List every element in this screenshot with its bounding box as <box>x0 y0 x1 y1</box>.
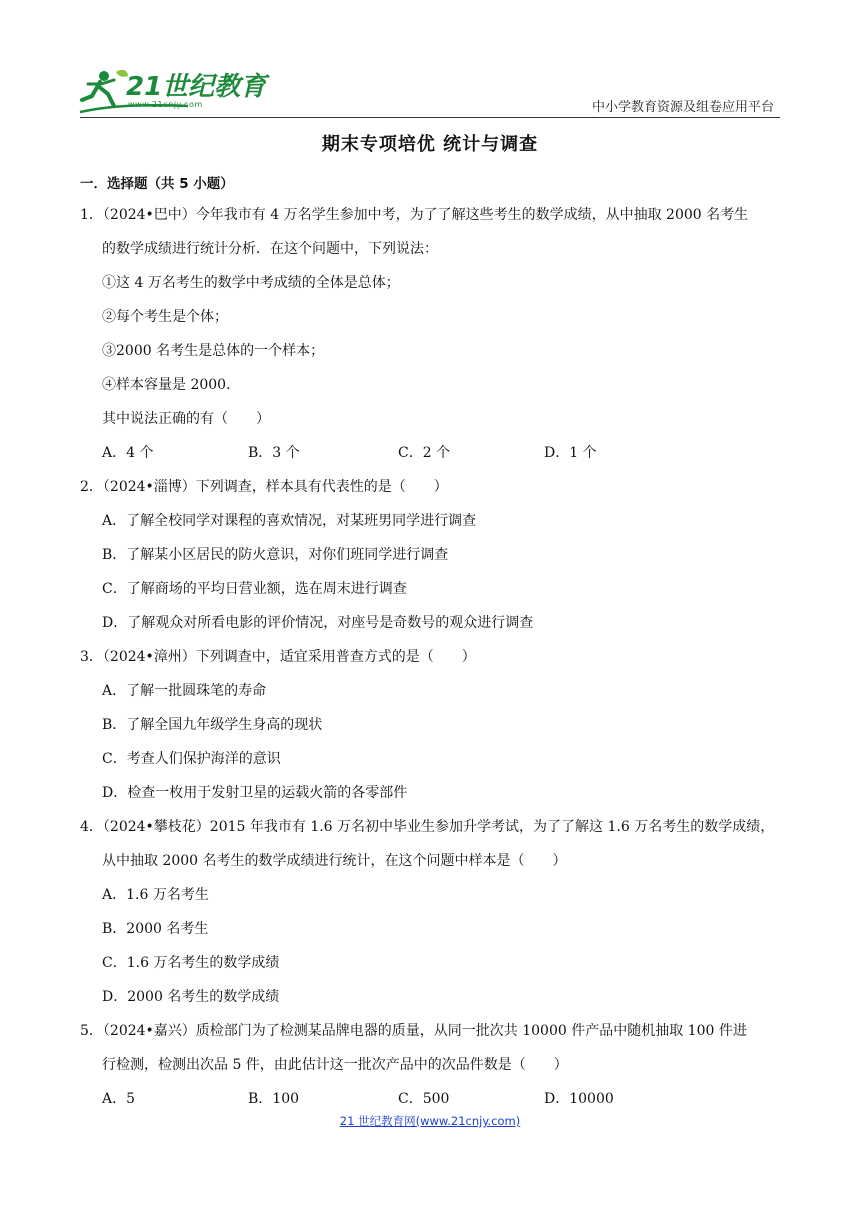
question-5-line-2: 行检测，检测出次品 5 件，由此估计这一批次产品中的次品件数是（ ） <box>102 1057 568 1073</box>
question-4-line-2: 从中抽取 2000 名考生的数学成绩进行统计，在这个问题中样本是（ ） <box>102 853 567 869</box>
option-d: D．了解观众对所看电影的评价情况，对座号是奇数号的观众进行调查 <box>102 615 534 631</box>
option-c: C．500 <box>398 1091 450 1107</box>
footer-link[interactable]: 21 世纪教育网(www.21cnjy.com) <box>339 1114 521 1128</box>
section-heading: 一．选择题（共 5 小题） <box>80 176 234 192</box>
option-b: B．了解全国九年级学生身高的现状 <box>102 717 323 733</box>
logo-text: 21世纪教育 <box>126 72 267 102</box>
option-b: B．2000 名考生 <box>102 921 209 937</box>
option-a: A．了解全校同学对课程的喜欢情况，对某班男同学进行调查 <box>102 513 477 529</box>
question-3-stem: 3．（2024•漳州）下列调查中，适宜采用普查方式的是（ ） <box>80 649 476 665</box>
option-d: D．10000 <box>544 1091 614 1107</box>
option-b: B．3 个 <box>248 445 300 461</box>
option-c: C．1.6 万名考生的数学成绩 <box>102 955 280 971</box>
question-2-stem: 2．（2024•淄博）下列调查，样本具有代表性的是（ ） <box>80 479 448 495</box>
option-d: D．2000 名考生的数学成绩 <box>102 989 280 1005</box>
question-1-line-2: 的数学成绩进行统计分析．在这个问题中，下列说法： <box>102 241 438 257</box>
option-a: A．1.6 万名考生 <box>102 887 209 903</box>
logo-url: www.21cnjy.com <box>128 100 203 109</box>
option-d: D．检查一枚用于发射卫星的运载火箭的各零部件 <box>102 785 408 801</box>
question-1-statement-1: ①这 4 万名考生的数学中考成绩的全体是总体； <box>102 275 400 291</box>
option-d: D．1 个 <box>544 445 597 461</box>
question-1-statement-2: ②每个考生是个体； <box>102 309 228 325</box>
option-a: A．5 <box>102 1091 136 1107</box>
question-5-options <box>80 1082 780 1116</box>
option-c: C．考查人们保护海洋的意识 <box>102 751 281 767</box>
question-1-line-1: 1．（2024•巴中）今年我市有 4 万名学生参加中考，为了了解这些考生的数学成绩，从中抽取 2000 名考生 <box>80 207 749 223</box>
option-a: A．了解一批圆珠笔的寿命 <box>102 683 267 699</box>
question-1-statement-3: ③2000 名考生是总体的一个样本； <box>102 343 325 359</box>
page-title: 期末专项培优 统计与调查 <box>321 134 539 155</box>
option-b: B．100 <box>248 1091 300 1107</box>
option-b: B．了解某小区居民的防火意识，对你们班同学进行调查 <box>102 547 449 563</box>
option-a: A．4 个 <box>102 445 154 461</box>
option-c: C．2 个 <box>398 445 451 461</box>
question-list <box>80 198 780 1116</box>
question-4-line-1: 4．（2024•攀枝花）2015 年我市有 1.6 万名初中毕业生参加升学考试，为了了解这 1.6 万名考生的数学成绩， <box>80 819 775 835</box>
question-1-ask: 其中说法正确的有（ ） <box>102 411 270 427</box>
question-5-line-1: 5．（2024•嘉兴）质检部门为了检测某品牌电器的质量，从同一批次共 10000 件产品中随机抽取 100 件进 <box>80 1023 747 1039</box>
option-c: C．了解商场的平均日营业额，选在周末进行调查 <box>102 581 407 597</box>
question-1-statement-4: ④样本容量是 2000． <box>102 377 241 393</box>
header-divider <box>80 117 780 118</box>
platform-name: 中小学教育资源及组卷应用平台 <box>591 100 774 115</box>
question-1-options <box>80 436 780 470</box>
